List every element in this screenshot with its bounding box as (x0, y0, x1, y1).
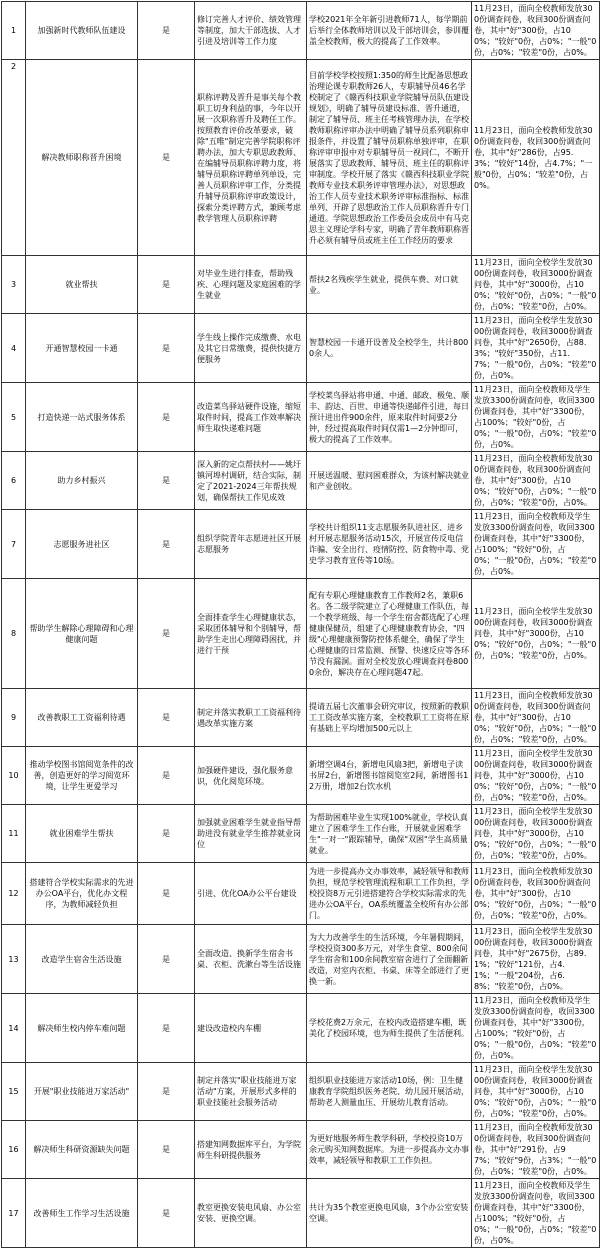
row-number: 6 (2, 452, 26, 510)
row-number: 15 (2, 1063, 26, 1121)
table-row (2, 383, 600, 452)
included-flag: 是 (138, 256, 195, 314)
progress-cell: 学校菜鸟驿站将申通、中通、邮政、极兔、顺丰、韵达、百世、申通等快递邮件引进，每日预计进出件900余件，原来取件时间要2分钟，经过提高取件时间仅需1—2分钟即可，极大的提高了工作效率。 (307, 383, 472, 452)
project-name: 助力乡村振兴 (26, 452, 138, 510)
progress-cell: 提请五届七次董事会研究审议，按照新的教职工工资改革实施方案，全校教职工工资将在原有基础上平均增加500元以上 (307, 689, 472, 747)
measures-cell: 加强就业困难学生就业指导帮助进没有就业学生推荐就业岗位 (195, 805, 307, 863)
progress-cell: 新增空调4台，新增电风扇3把，新增电子读书屏2台，新增图书馆阅览室2间，新增图书12万册，增加2台饮水机 (307, 747, 472, 805)
table-row (2, 2, 600, 60)
progress-cell: 开展送温暖、慰问困难群众，为该村解决就业和产业创收。 (307, 452, 472, 510)
row-number: 1 (2, 2, 26, 60)
measures-cell: 全面排查学生心理健康状态，采取团体辅导和个别辅导，帮助学生走出心理障碍困扰，并进行干预 (195, 579, 307, 689)
satisfaction-cell: 11月23日，面向全校教师及学生发放3300份调查问卷，收回3300份调查问卷，其中"好"3300份，占100%；"较好"0份，占0%；"一般"0份，占0%；"较差"0份，占0%。 (472, 383, 600, 452)
included-flag: 是 (138, 383, 195, 452)
included-flag: 是 (138, 314, 195, 383)
satisfaction-cell: 11月23日，面向全校教师发放300份调查问卷，收回300份调查问卷，其中"好"286份，占95.3%；"较好"14份，占4.7%；"一般"0份，占0%；"较差"0份，占0%。 (472, 60, 600, 256)
table-row (2, 452, 600, 510)
row-number: 14 (2, 994, 26, 1063)
measures-cell: 组织学院青年志愿进社区开展志愿服务 (195, 510, 307, 579)
project-name: 改造学生宿舍生活设施 (26, 925, 138, 994)
row-number: 4 (2, 314, 26, 383)
satisfaction-cell: 11月23日，面向全校教师及学生发放3300份调查问卷，收回3300份调查问卷，其中"好"3300份，占100%；"较好"0份，占0%；"一般"0份，占0%；"较差"0份，占0%。 (472, 510, 600, 579)
included-flag: 是 (138, 747, 195, 805)
satisfaction-cell: 11月23日，面向全校学生发放3000份调查问卷，收回3000份调查问卷，其中"好"2650份，占88.3%；"较好"350份，占11.7%；"一般"0份，占0%；"较差"0份，占0%。 (472, 314, 600, 383)
table-row (2, 256, 600, 314)
table-row (2, 863, 600, 925)
row-number: 8 (2, 579, 26, 689)
project-name: 搭建符合学校实际需求的先进办公OA平台，优化办文程序，为教师减轻负担 (26, 863, 138, 925)
measures-cell: 职称评聘及晋升是事关每个教职工切身利益的事，今年以开展一次职称晋升及聘任工作。按照教育评价改革要求，破除"五唯"制定完善学院职称评聘办法，加大专职思政教师、在编辅导员职称评聘力度，将辅导员职称评聘单列单设，完善人员职称评审工作，分类提升辅导员职称评审政策设计，探索分类评聘方式，兼顾考虑教学管理人员职称评聘 (195, 60, 307, 256)
progress-cell: 学校2021年全年新引进教师71人，每学期前后举行全体教师培训以及干部培训会，参训覆盖全校教师，极大的提高了工作效率。 (307, 2, 472, 60)
satisfaction-cell: 11月23日，面向全校学生发放3000份调查问卷，收回3000份调查问卷，其中"好"3000份，占100%；"较好"0份，占0%；"一般"0份，占0%；"较差"0份，占0%。 (472, 579, 600, 689)
progress-cell: 配有专职心理健康教育工作教师2名，兼职6名。各二级学院建立了心理健康工作队伍，每一个教学班级、每一个学生宿舍都选配了心理健康保健员，组建了心理健康教育协会，"四级"心理健康预警防控体系健全，确保了学生心理健康的日常监测、预警、快速反应等各环节没有漏洞。面对全校发放心理调查问卷8000余份，解决存在心理问题47起。 (307, 579, 472, 689)
satisfaction-cell: 11月23日，面向全校学生发放3000份调查问卷，收回3000份调查问卷，其中"好"2675份，占89.1%；"较好"121份，占4.1%；"一般"204份，占6.8%；"较差"0份，占0%。 (472, 925, 600, 994)
project-name: 改善师生工作学习生活设施 (26, 1179, 138, 1248)
row-number: 2 (2, 60, 26, 256)
measures-cell: 对毕业生进行排查，帮助残疾、心理问题及家庭困难的学生就业 (195, 256, 307, 314)
progress-cell: 学校花费2万余元，在校内改造搭建车棚，既美化了校园环境，也为师生提供了生活便利。 (307, 994, 472, 1063)
satisfaction-cell: 11月23日，面向全校教师及学生发放3300份调查问卷，收回3300份调查问卷，其中"好"3300份，占100%；"较好"0份，占0%；"一般"0份，占0%；"较差"0份，占0%。 (472, 1179, 600, 1248)
project-name: 帮助学生解除心理障碍和心理健康问题 (26, 579, 138, 689)
row-number: 10 (2, 747, 26, 805)
included-flag: 是 (138, 805, 195, 863)
measures-cell: 全面改造、换新学生宿舍书桌、衣柜、洗漱台等生活设施 (195, 925, 307, 994)
satisfaction-cell: 11月23日，面向全校教师发放300份调查问卷，收回300份调查问卷，其中"好"291份，占97%；"较好"9份，占3%；"一般"0份，占0%；"较差"0份，占0%。 (472, 1121, 600, 1179)
table-row (2, 805, 600, 863)
table-body (2, 2, 600, 1248)
row-number: 11 (2, 805, 26, 863)
included-flag: 是 (138, 60, 195, 256)
measures-cell: 修订完善人才评价、绩效管理等制度，加大干部选拔、人才引进及培训等工作力度 (195, 2, 307, 60)
progress-cell: 为帮助困难毕业生实现100%就业，学校认真建立了困难学生工作台账，开展就业困难学生"一对一"跟踪辅导，确保"双困"学生高质量就业。 (307, 805, 472, 863)
measures-cell: 引进、优化OA办公平台建设 (195, 863, 307, 925)
measures-cell: 加强硬件建设，强化服务意识，优化阅览环境。 (195, 747, 307, 805)
table-row (2, 314, 600, 383)
satisfaction-cell: 11月23日，面向全校学生发放3000份调查问卷，收回3000份调查问卷，其中"好"3000份，占100%；"较好"0份，占0%；"一般"0份，占0%；"较差"0份，占0%。 (472, 256, 600, 314)
included-flag: 是 (138, 579, 195, 689)
satisfaction-cell: 11月23日，面向全校学生发放3000份调查问卷，收回3000份调查问卷，其中"好"3000份，占100%；"较好"0份，占0%；"一般"0份，占0%；"较差"0份，占0%。 (472, 805, 600, 863)
included-flag: 是 (138, 1179, 195, 1248)
measures-cell: 深入新的定点帮扶村——姚圩镇河埠村调研，结合实际，制定了2021-2024三年帮扶规划，确保帮扶工作见成效 (195, 452, 307, 510)
progress-cell: 为进一步提高办文办事效率，减轻领导和教师负担，规范学校管理流程和职工工作负担，学校投资8万元引进搭建符合学校实际需求的先进办公OA平台，OA系统覆盖全校所有办公部门。 (307, 863, 472, 925)
row-number: 12 (2, 863, 26, 925)
row-number: 3 (2, 256, 26, 314)
progress-cell: 组织职业技能进万家活动10场，例：卫生健康教育学院组织医务老院、幼儿园开展活动，帮助老人测量血压、开展幼儿教育活动。 (307, 1063, 472, 1121)
project-name: 开展"职业技能进万家活动" (26, 1063, 138, 1121)
table-row (2, 747, 600, 805)
progress-cell: 共计为35个教室更换电风扇，3个办公室安装空调。 (307, 1179, 472, 1248)
table-row (2, 60, 600, 256)
table-row (2, 925, 600, 994)
row-number: 9 (2, 689, 26, 747)
progress-cell: 为大力改善学生的生活环境，今年暑假期间，学校投资300多万元，对学生食堂、800余间学生宿舍和100余间教室宿舍进行了全面翻新改造，对室内衣柜、书桌、床等全部进行了更换一新。 (307, 925, 472, 994)
progress-cell: 学校共计组织11支志愿服务队进社区、进乡村开展志愿服务活动15次，开展宣传反电信诈骗、安全出行、疫情防控、防食物中毒、党史学习教育宣传等10场。 (307, 510, 472, 579)
included-flag: 是 (138, 1121, 195, 1179)
table-row (2, 1063, 600, 1121)
project-name: 就业帮扶 (26, 256, 138, 314)
project-name: 打造快递一站式服务体系 (26, 383, 138, 452)
included-flag: 是 (138, 994, 195, 1063)
progress-cell: 为更好地服务师生教学科研，学校投资10万余元购买知网数据库。为进一步提高办文办事效率，减轻领导和教职工工作负担。 (307, 1121, 472, 1179)
table-row (2, 689, 600, 747)
measures-cell: 搭建知网数据库平台，为学院师生科研提供服务 (195, 1121, 307, 1179)
row-number: 13 (2, 925, 26, 994)
project-name: 志愿服务进社区 (26, 510, 138, 579)
project-name: 推动学校图书馆阅览条件的改善，创造更好的学习阅览环境，让学生更爱学习 (26, 747, 138, 805)
satisfaction-cell: 11月23日，面向全校教师发放300份调查问卷，收回300份调查问卷，其中"好"300份，占100%；"较好"0份，占0%；"一般"0份，占0%；"较差"0份，占0%。 (472, 863, 600, 925)
table-row (2, 510, 600, 579)
project-name: 解决教师职称晋升困境 (26, 60, 138, 256)
satisfaction-cell: 11月23日，面向全校教师发放300份调查问卷，收回300份调查问卷，其中"好"300份，占100%；"较好"0份，占0%；"一般"0份，占0%；"较差"0份，占0%。 (472, 452, 600, 510)
project-name: 就业困难学生帮扶 (26, 805, 138, 863)
satisfaction-cell: 11月23日，面向全校教师发放300份调查问卷，收回300份调查问卷，其中"好"300份，占100%；"较好"0份，占0%；"一般"0份，占0%；"较差"0份，占0%。 (472, 689, 600, 747)
satisfaction-cell: 11月23日，面向全校学生发放3000份调查问卷，收回3000份调查问卷，其中"好"3000份，占100%；"较好"0份，占0%；"一般"0份，占0%；"较差"0份，占0%。 (472, 747, 600, 805)
satisfaction-cell: 11月23日，面向全校教师及学生发放3300份调查问卷，收回3300份调查问卷，其中"好"3300份，占100%；"较好"0份，占0%；"一般"0份，占0%；"较差"0份，占0%。 (472, 994, 600, 1063)
measures-cell: 制定并落实教职工工资福利待遇改革实施方案 (195, 689, 307, 747)
row-number: 5 (2, 383, 26, 452)
measures-cell: 制定并落实"职业技能进万家活动"方案，开展形式多样的职业技能社会服务活动 (195, 1063, 307, 1121)
included-flag: 是 (138, 2, 195, 60)
row-number: 16 (2, 1121, 26, 1179)
livelihood-projects-table (1, 1, 600, 1248)
included-flag: 是 (138, 510, 195, 579)
included-flag: 是 (138, 452, 195, 510)
progress-cell: 帮扶2名残疾学生就业，提供车费、对口就业。 (307, 256, 472, 314)
included-flag: 是 (138, 863, 195, 925)
project-name: 改善教职工工资福利待遇 (26, 689, 138, 747)
row-number: 7 (2, 510, 26, 579)
progress-cell: 目前学校学校按照1:350的师生比配备思想政治理论课专职教师26人，专职辅导员46名学校制定了《赣西科技职业学院辅导员队伍建设规划》，明确了辅导员建设标准、晋升通道，制定了辅导员、班主任考核管理办法，在学校教师职称评审办法中明确了辅导员系列职称申报条件，并设置了辅导员职称单独评审，在职称评审申报中对专职辅导员一视同仁，不断开展落实了思政教师、辅导员、班主任的职称评审制度。学校开展了落实《赣西科技职业学院教师专业技术职务评审管理办法》，对思想政治工作人员专业技术职务评审标准指标、标准单列、开辟了思想政治工作人员职称晋升专门通道。学院思想政治工作委员会成员中有马克思主义理论学科专家，明确了青年教师职称晋升必须有辅导员或班主任工作经历的要求 (307, 60, 472, 256)
table-row (2, 994, 600, 1063)
measures-cell: 建设改造校内车棚 (195, 994, 307, 1063)
progress-cell: 智慧校园一卡通开设普及全校学生，共计8000余人。 (307, 314, 472, 383)
project-name: 解决师生科研资源缺失问题 (26, 1121, 138, 1179)
satisfaction-cell: 11月23日，面向全校学生发放3000份调查问卷，收回3000份调查问卷，其中"好"3000份，占100%；"较好"0份，占0%；"一般"0份，占0%；"较差"0份，占0%。 (472, 1063, 600, 1121)
table-row (2, 1121, 600, 1179)
included-flag: 是 (138, 689, 195, 747)
included-flag: 是 (138, 1063, 195, 1121)
project-name: 解决师生校内停车难问题 (26, 994, 138, 1063)
measures-cell: 学生线上操作完成缴费、水电及其它日常缴费，提供快捷方便服务 (195, 314, 307, 383)
row-number: 17 (2, 1179, 26, 1248)
measures-cell: 教室更换安装电风扇、办公室安装、更换空调。 (195, 1179, 307, 1248)
project-name: 开通智慧校园一卡通 (26, 314, 138, 383)
included-flag: 是 (138, 925, 195, 994)
table-row (2, 1179, 600, 1248)
measures-cell: 改造菜鸟驿站硬件设施，缩短取件时间，提高工作效率解决师生取快递难问题 (195, 383, 307, 452)
project-name: 加强新时代教师队伍建设 (26, 2, 138, 60)
table-row (2, 579, 600, 689)
satisfaction-cell: 11月23日，面向全校教师发放300份调查问卷，收回300份调查问卷，其中"好"300份，占100%；"较好"0份，占0%；"一般"0份，占0%；"较差"0份，占0%。 (472, 2, 600, 60)
